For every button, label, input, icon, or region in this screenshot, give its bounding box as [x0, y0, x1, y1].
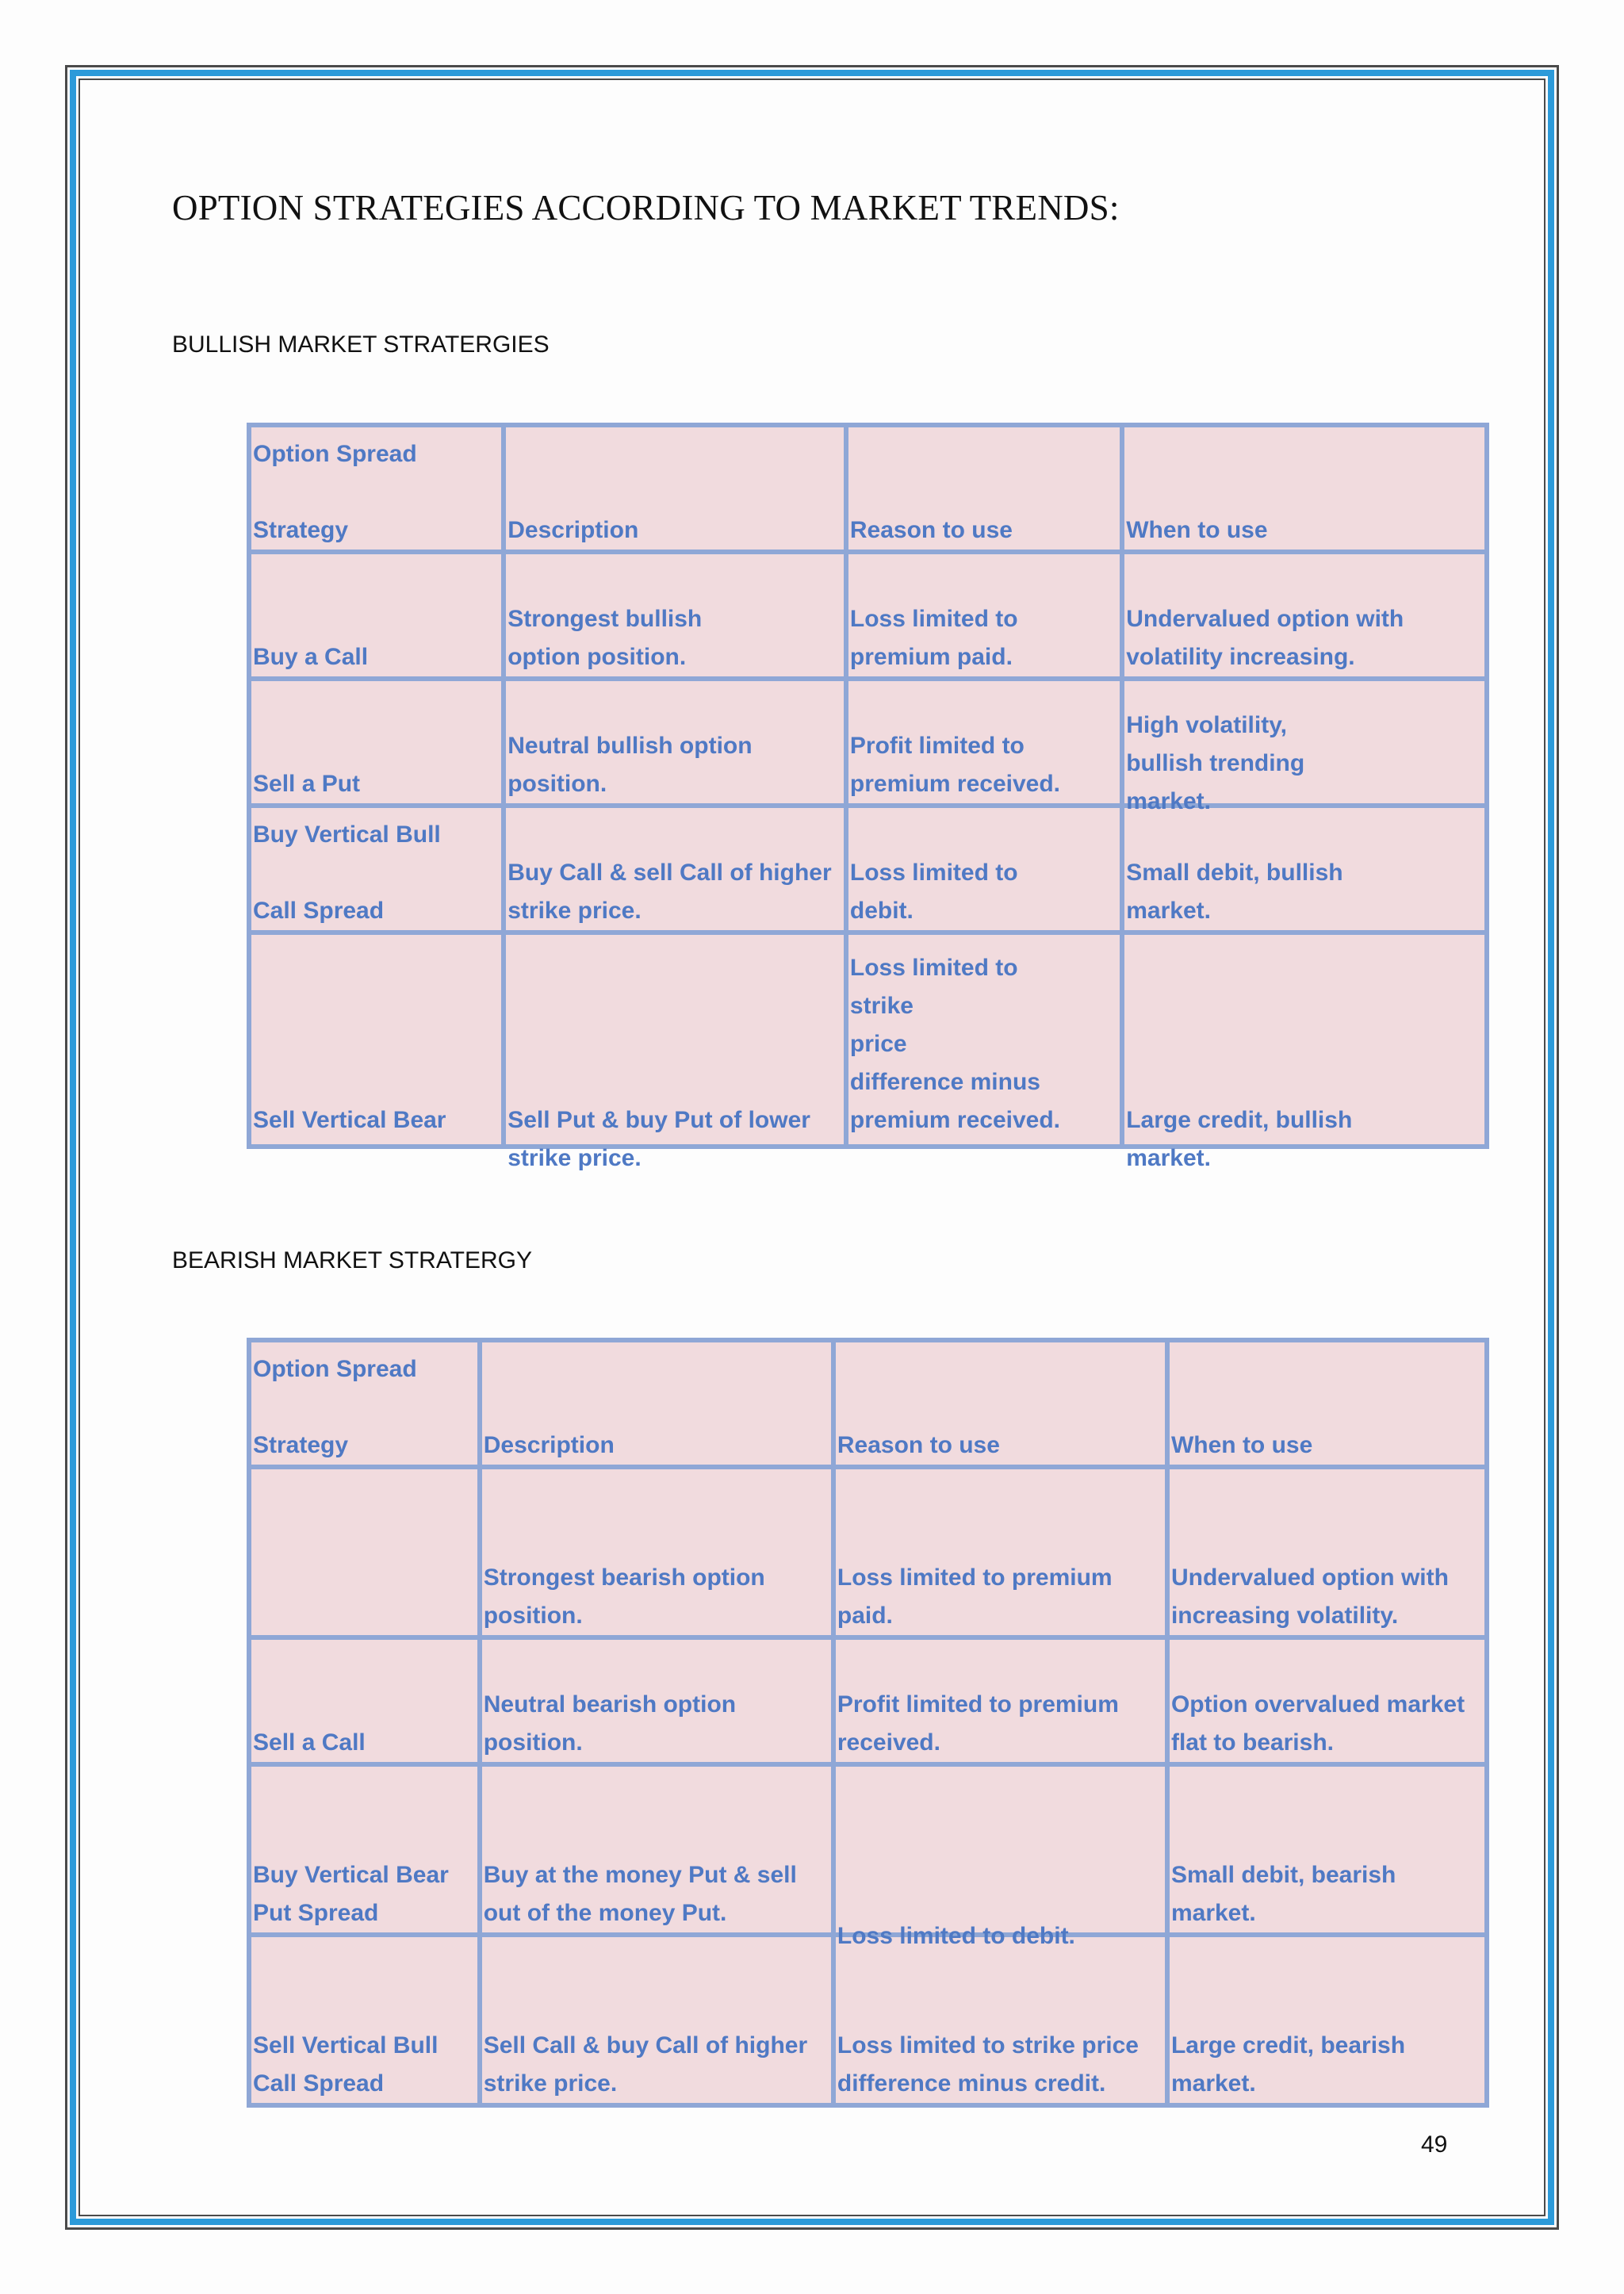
table-row — [249, 933, 1487, 1147]
strategy-cell: Sell Vertical Bear — [249, 933, 504, 1147]
header-cell-reason: Reason to use — [833, 1340, 1167, 1467]
description-cell: Neutral bearish option position. — [480, 1637, 833, 1764]
when-cell: Option overvalued market flat to bearish. — [1167, 1637, 1487, 1764]
header-cell-description: Description — [480, 1340, 833, 1467]
table-header-row — [249, 1340, 1487, 1467]
header-cell-when: When to use — [1167, 1340, 1487, 1467]
when-cell: High volatility, bullish trending market. — [1122, 679, 1487, 806]
reason-cell: Loss limited to premium paid. — [846, 552, 1122, 679]
when-cell: Undervalued option with increasing volatility. — [1167, 1467, 1487, 1637]
description-cell: Sell Call & buy Call of higher strike price. — [480, 1935, 833, 2105]
table-header-row — [249, 425, 1487, 552]
header-cell-when: When to use — [1122, 425, 1487, 552]
strategy-cell: Buy Vertical Bull Call Spread — [249, 806, 504, 933]
when-cell: Large credit, bearish market. — [1167, 1935, 1487, 2105]
reason-cell: Loss limited to strike price difference minus premium received. — [846, 933, 1122, 1147]
when-cell: Small debit, bullish market. — [1122, 806, 1487, 933]
header-cell-description: Description — [504, 425, 846, 552]
table-row — [249, 1467, 1487, 1637]
table-row — [249, 1637, 1487, 1764]
header-cell-strategy: Option Spread Strategy — [249, 1340, 480, 1467]
when-cell: Undervalued option with volatility increasing. — [1122, 552, 1487, 679]
strategy-cell: Sell a Put — [249, 679, 504, 806]
description-cell: Sell Put & buy Put of lower strike price. — [504, 933, 846, 1147]
strategy-cell: Buy a Call — [249, 552, 504, 679]
reason-cell: Loss limited to debit. — [833, 1764, 1167, 1935]
reason-cell: Loss limited to strike price difference minus credit. — [833, 1935, 1167, 2105]
page-title: OPTION STRATEGIES ACCORDING TO MARKET TRENDS: — [172, 188, 1120, 228]
strategy-cell: Buy Vertical Bear Put Spread — [249, 1764, 480, 1935]
table-row — [249, 1935, 1487, 2105]
reason-cell: Profit limited to premium received. — [846, 679, 1122, 806]
table-row — [249, 1764, 1487, 1935]
bullish-section-heading: BULLISH MARKET STRATERGIES — [172, 331, 550, 358]
bearish-strategies-table — [247, 1338, 1489, 2108]
description-cell: Buy at the money Put & sell out of the money Put. — [480, 1764, 833, 1935]
table-row — [249, 806, 1487, 933]
reason-cell: Loss limited to premium paid. — [833, 1467, 1167, 1637]
when-cell: Small debit, bearish market. — [1167, 1764, 1487, 1935]
page-number: 49 — [1421, 2131, 1448, 2158]
description-cell: Strongest bearish option position. — [480, 1467, 833, 1637]
description-cell: Buy Call & sell Call of higher strike price. — [504, 806, 846, 933]
description-cell: Strongest bullish option position. — [504, 552, 846, 679]
header-cell-reason: Reason to use — [846, 425, 1122, 552]
bullish-strategies-table — [247, 423, 1489, 1171]
description-cell: Neutral bullish option position. — [504, 679, 846, 806]
when-cell: Large credit, bullish market. — [1122, 933, 1487, 1147]
table-row — [249, 679, 1487, 806]
table-row — [249, 552, 1487, 679]
bearish-section-heading: BEARISH MARKET STRATERGY — [172, 1247, 532, 1273]
strategy-cell: Sell Vertical Bull Call Spread — [249, 1935, 480, 2105]
reason-cell: Loss limited to debit. — [846, 806, 1122, 933]
header-cell-strategy: Option Spread Strategy — [249, 425, 504, 552]
strategy-cell — [249, 1467, 480, 1637]
reason-cell: Profit limited to premium received. — [833, 1637, 1167, 1764]
strategy-cell: Sell a Call — [249, 1637, 480, 1764]
